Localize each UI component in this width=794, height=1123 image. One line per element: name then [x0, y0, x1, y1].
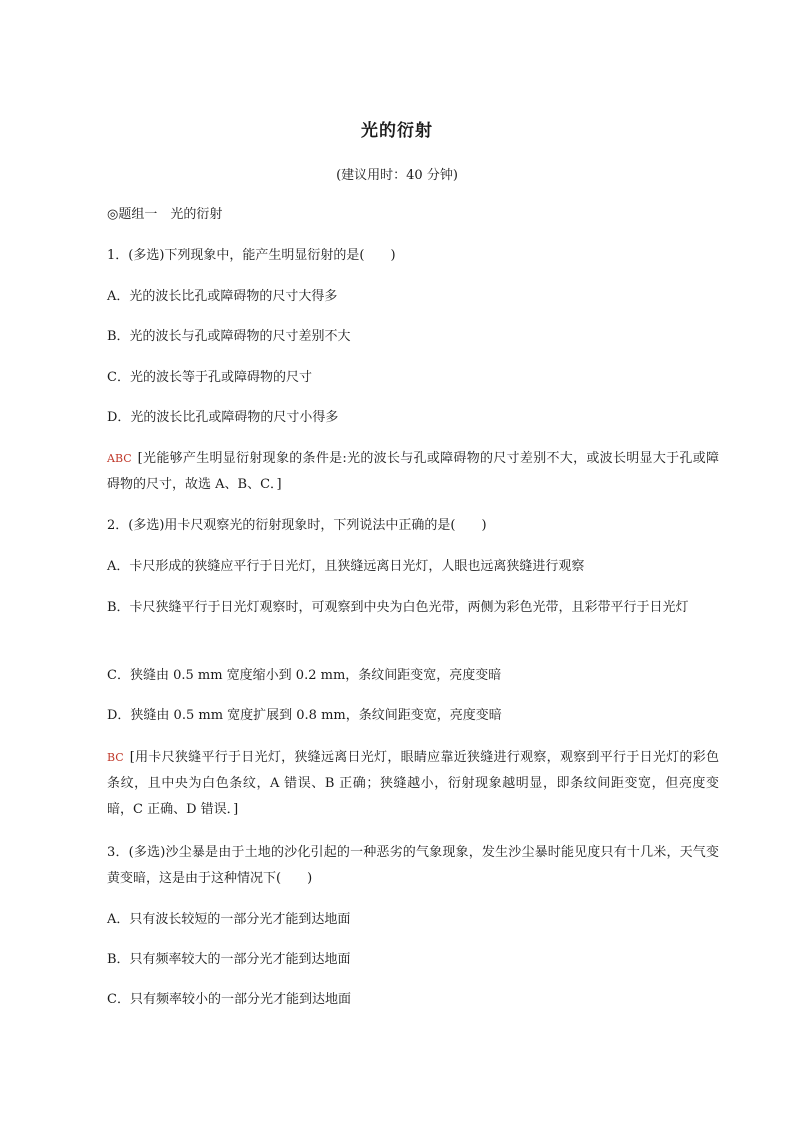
q2-option-a: A．卡尺形成的狭缝应平行于日光灯，且狭缝远离日光灯，人眼也远离狭缝进行观察: [107, 559, 585, 574]
q2-option-d: D．狭缝由 0.5 mm 宽度扩展到 0.8 mm，条纹间距变宽，亮度变暗: [107, 708, 502, 723]
q1-option-b: B．光的波长与孔或障碍物的尺寸差别不大: [107, 329, 351, 344]
q2-answer-text: [用卡尺狭缝平行于日光灯，狭缝远离日光灯，眼睛应靠近狭缝进行观察，观察到平行于日光灯的彩色条纹，且中央为白色条纹，A 错误、B 正确；狭缝越小，衍射现象越明显，即条纹间距变宽，但亮度变暗，C 正确、D 错误．]: [107, 750, 719, 817]
q3-option-c: C．只有频率较小的一部分光才能到达地面: [107, 992, 351, 1007]
q1-stem: 1．(多选)下列现象中，能产生明显衍射的是( ): [107, 248, 396, 263]
page-title: 光的衍射: [361, 121, 433, 141]
q3-option-b: B．只有频率较大的一部分光才能到达地面: [107, 952, 351, 967]
q1-option-a: A．光的波长比孔或障碍物的尺寸大得多: [107, 289, 338, 304]
q1-answer: [107, 446, 719, 498]
q1-answer-tag: ABC: [107, 452, 132, 465]
q2-stem: 2．(多选)用卡尺观察光的衍射现象时，下列说法中正确的是( ): [107, 518, 487, 533]
group-heading: ◎题组一 光的衍射: [107, 207, 223, 222]
suggested-time: (建议用时：40 分钟): [336, 168, 458, 183]
q2-option-b: B．卡尺狭缝平行于日光灯观察时，可观察到中央为白色光带，两侧为彩色光带，且彩带平行于日光灯: [107, 600, 689, 615]
q3-stem: 3．(多选)沙尘暴是由于土地的沙化引起的一种恶劣的气象现象，发生沙尘暴时能见度只有十几米，天气变黄变暗，这是由于这种情况下( ): [107, 845, 719, 886]
q3-option-a: A．只有波长较短的一部分光才能到达地面: [107, 912, 351, 927]
q1-option-c: C．光的波长等于孔或障碍物的尺寸: [107, 370, 312, 385]
q2-option-c: C．狭缝由 0.5 mm 宽度缩小到 0.2 mm，条纹间距变宽，亮度变暗: [107, 668, 502, 683]
q1-answer-text: [光能够产生明显衍射现象的条件是:光的波长与孔或障碍物的尺寸差别不大，或波长明显大于孔或障碍物的尺寸，故选 A、B、C．]: [107, 451, 719, 492]
q1-option-d: D．光的波长比孔或障碍物的尺寸小得多: [107, 410, 339, 425]
q2-answer-tag: BC: [107, 751, 124, 764]
q2-answer: [107, 745, 719, 823]
